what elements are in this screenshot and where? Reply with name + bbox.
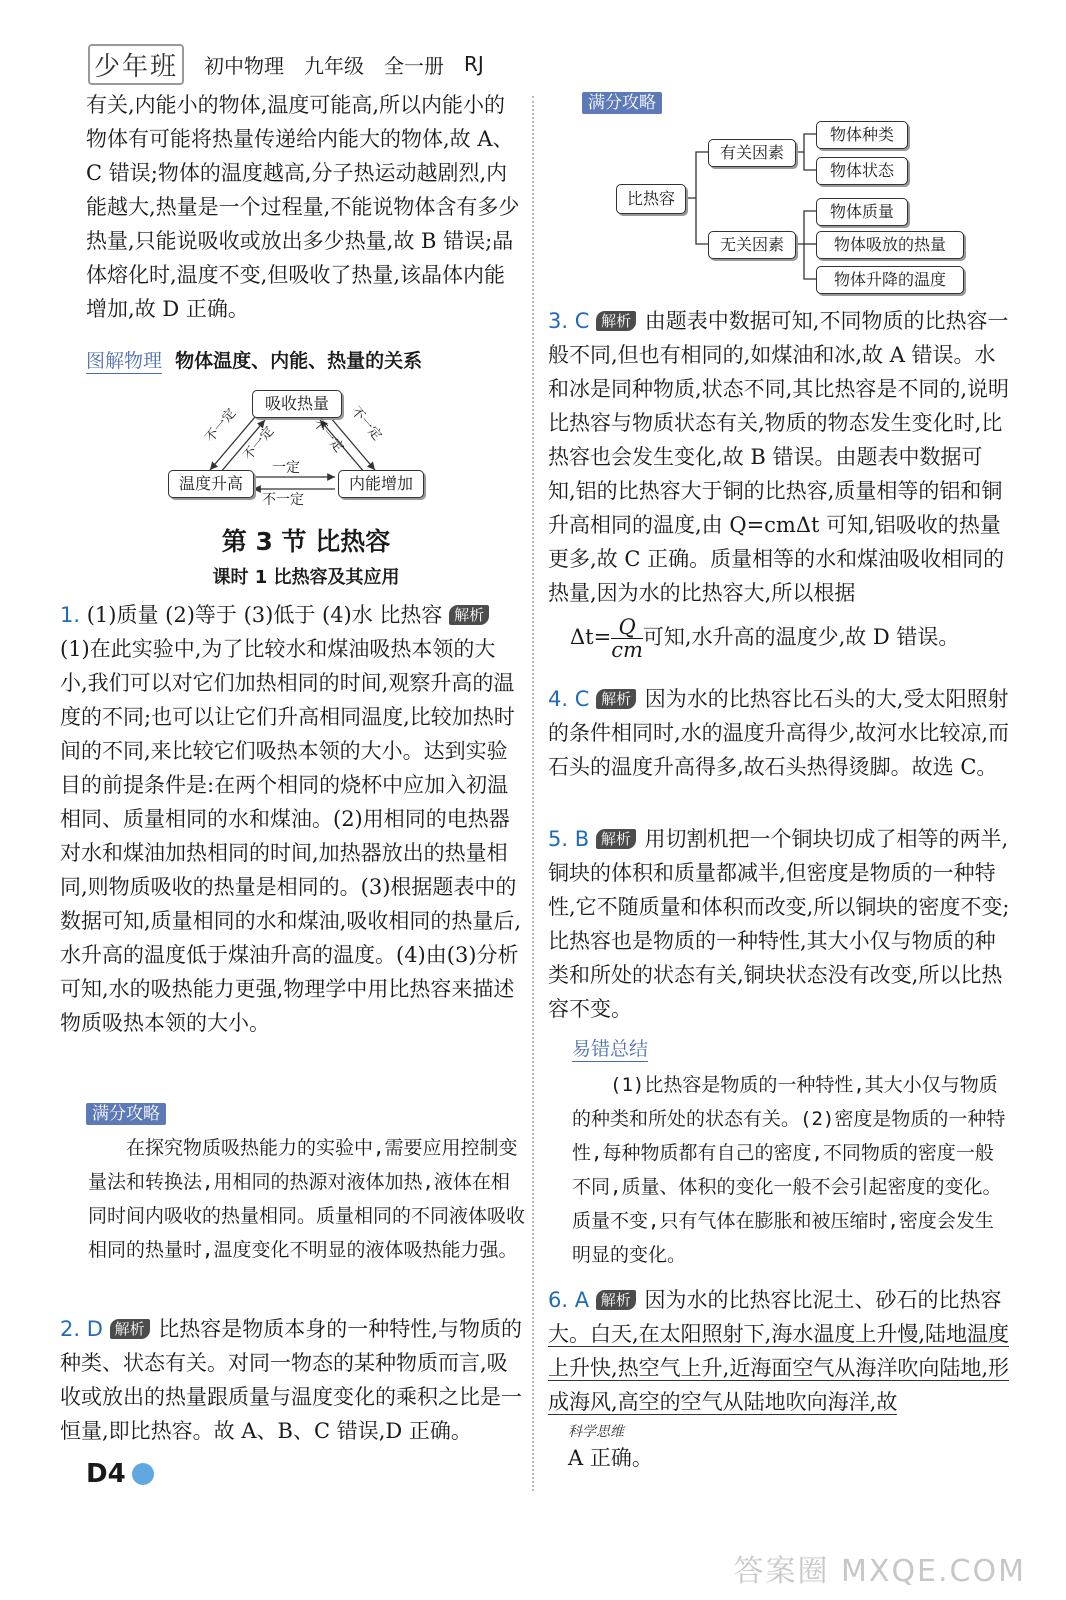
header-grade: 九年级 — [304, 53, 365, 78]
q4-analysis-badge: 解析 — [596, 689, 636, 709]
page-footer — [86, 1459, 154, 1489]
question-6 — [548, 1283, 1010, 1475]
brand-logo: 少年班 — [88, 44, 184, 85]
q3-formula-denominator: cm — [611, 638, 643, 662]
q6-analysis-text-b: 大。白天,在太阳照射下,海水温度上升慢,陆地温度上升快,热空气上升,近海面空气从海洋吹向陆地,形成海风,高空的空气从陆地吹向海洋,故 — [548, 1322, 1010, 1414]
mindmap-leaf-heat: 物体吸放的热量 — [816, 231, 964, 259]
mindmap-leaf-mass: 物体质量 — [816, 198, 908, 226]
lesson-title: 课时 1 比热容及其应用 — [212, 567, 400, 588]
diagram-tag: 图解物理 — [86, 346, 162, 374]
mindmap-root: 比热容 — [616, 184, 686, 214]
q3-fraction — [611, 616, 643, 661]
q6-number: 6. A — [548, 1288, 590, 1312]
q2-number: 2. D — [60, 1317, 103, 1341]
relation-diagram — [160, 385, 440, 508]
q6-analysis-text-c: A 正确。 — [568, 1446, 653, 1470]
q6-analysis-badge: 解析 — [596, 1290, 636, 1310]
page-header — [88, 44, 484, 84]
node-energy-increase: 内能增加 — [338, 470, 424, 498]
q3-formula-numerator: Q — [611, 616, 643, 639]
question-5 — [548, 822, 1010, 1026]
mindmap-leaf-temp: 物体升降的温度 — [816, 266, 964, 294]
q3-formula-rest: 可知,水升高的温度少,故 D 错误。 — [642, 625, 960, 649]
mindmap-leaf-state: 物体状态 — [816, 157, 908, 185]
q1-number: 1. — [60, 603, 81, 627]
q3-analysis-badge: 解析 — [596, 311, 636, 331]
q6-note: 科学思维 — [568, 1424, 624, 1440]
tip2-tag: 易错总结 — [572, 1034, 648, 1062]
q2-analysis-text: 比热容是物质本身的一种特性,与物质的种类、状态有关。对同一物态的某种物质而言,吸收或放出的热量跟质量与温度变化的乘积之比是一恒量,即比热容。故 A、B、C 错误,D 正确。 — [60, 1317, 522, 1443]
mindmap-unrelated: 无关因素 — [708, 231, 796, 259]
edge-label-uncertain: 不一定 — [262, 492, 304, 508]
edge-label-uncertain-right-outer: 不一定 — [347, 404, 385, 444]
tip-heading-right — [582, 92, 662, 114]
node-temp-rise: 温度升高 — [168, 470, 254, 498]
edge-label-certain: 一定 — [272, 460, 300, 476]
tip-2 — [572, 1034, 1008, 1272]
watermark: 答案圈 MXQE.COM — [733, 1554, 1026, 1589]
left-intro — [86, 88, 522, 326]
q1-analysis-badge: 解析 — [449, 605, 489, 625]
page-dot-icon — [132, 1463, 154, 1485]
q6-analysis-text-a: 因为水的比热容比泥土、砂石的比热容 — [644, 1288, 1002, 1312]
mindmap — [612, 118, 982, 298]
q5-analysis-badge: 解析 — [596, 829, 636, 849]
q5-analysis-text: 用切割机把一个铜块切成了相等的两半,铜块的体积和质量都减半,但密度是物质的一种特性,它不随质量和体积而改变,所以铜块的密度不变;比热容也是物质的一种特性,其大小仅与物质的种类和所处的状态有关,铜块状态没有改变,所以比热容不变。 — [548, 827, 1010, 1021]
question-4 — [548, 682, 1010, 784]
q1-analysis-text: (1)在此实验中,为了比较水和煤油吸热本领的大小,我们可以对它们加热相同的时间,观察升高的温度的不同;也可以让它们升高相同温度,比较加热时间的不同,来比较它们吸热本领的大小。达到实验目的前提条件是:在两个相同的烧杯中应加入初温相同、质量相同的水和煤油。(2)用相同的电热器对水和煤油加热相同的时间,加热器放出的热量相同,则物质吸收的热量是相同的。(3)根据题表中的数据可知,质量相同的水和煤油,吸收相同的热量后,水升高的温度低于煤油升高的温度。(4)由(3)分析可知,水的吸热能力更强,物理学中用比热容来描述物质吸热本领的大小。 — [60, 637, 522, 1035]
edge-label-uncertain-right-inner: 不一定 — [309, 416, 347, 456]
question-2 — [60, 1312, 522, 1448]
question-3 — [548, 304, 1010, 661]
node-absorb-heat: 吸收热量 — [252, 390, 342, 418]
edge-label-uncertain-left-inner: 不一定 — [240, 424, 278, 464]
tip1-tag: 满分攻略 — [86, 1103, 166, 1125]
intro-text: 有关,内能小的物体,温度可能高,所以内能小的物体有可能将热量传递给内能大的物体,故 A、C 错误;物体的温度越高,分子热运动越剧烈,内能越大,热量是一个过程量,不能说物体含有多少热量,只能说吸收或放出多少热量,故 B 错误;晶体熔化时,温度不变,但吸收了热量,该晶体内能增加,故 D 正确。 — [86, 93, 520, 321]
page-number: D4 — [86, 1459, 126, 1489]
tip1-text: 在探究物质吸热能力的实验中,需要应用控制变量法和转换法,用相同的热源对液体加热,液体在相同时间内吸收的热量相同。质量相同的不同液体吸收相同的热量时,温度变化不明显的液体吸热能力强。 — [88, 1137, 526, 1261]
question-1 — [60, 598, 522, 1040]
header-edition: RJ — [464, 52, 484, 76]
diagram-title: 物体温度、内能、热量的关系 — [175, 350, 423, 372]
q5-number: 5. B — [548, 827, 590, 851]
mindmap-related: 有关因素 — [708, 139, 796, 167]
q3-number: 3. C — [548, 309, 590, 333]
q3-formula-lhs: Δt= — [570, 625, 612, 649]
q1-answers: (1)质量 (2)等于 (3)低于 (4)水 比热容 — [86, 603, 443, 627]
section-heading — [86, 522, 526, 558]
section-title: 第 3 节 比热容 — [221, 527, 391, 556]
q3-analysis-text: 由题表中数据可知,不同物质的比热容一般不同,但也有相同的,如煤油和冰,故 A 错误。水和冰是同种物质,状态不同,其比热容是不同的,说明比热容与物质状态有关,物质的物态发生变化时,比热容也会发生变化,故 B 错误。由题表中数据可知,铝的比热容大于铜的比热容,质量相等的铝和铜升高相同的温度,由 Q=cmΔt 可知,铝吸收的热量更多,故 C 正确。质量相等的水和煤油吸收相同的热量,因为水的比热容大,所以根据 — [548, 309, 1010, 605]
q4-analysis-text: 因为水的比热容比石头的大,受太阳照射的条件相同时,水的温度升高得少,故河水比较凉,而石头的温度升高得多,故石头热得烫脚。故选 C。 — [548, 687, 1010, 779]
edge-label-uncertain-left-outer: 不一定 — [202, 406, 240, 446]
header-subject: 初中物理 — [204, 53, 285, 78]
header-volume: 全一册 — [384, 53, 445, 78]
tip-1 — [86, 1103, 526, 1267]
column-divider — [532, 96, 534, 1491]
right-tip-tag: 满分攻略 — [582, 92, 662, 114]
tip2-text: (1)比热容是物质的一种特性,其大小仅与物质的种类和所处的状态有关。(2)密度是物质的一种特性,每种物质都有自己的密度,不同物质的密度一般不同,质量、体积的变化一般不会引起密度的变化。质量不变,只有气体在膨胀和被压缩时,密度会发生明显的变化。 — [572, 1074, 1006, 1266]
q4-number: 4. C — [548, 687, 590, 711]
q2-analysis-badge: 解析 — [110, 1319, 150, 1339]
lesson-heading — [86, 563, 526, 589]
diagram-heading — [86, 346, 526, 374]
mindmap-leaf-type: 物体种类 — [816, 121, 908, 149]
